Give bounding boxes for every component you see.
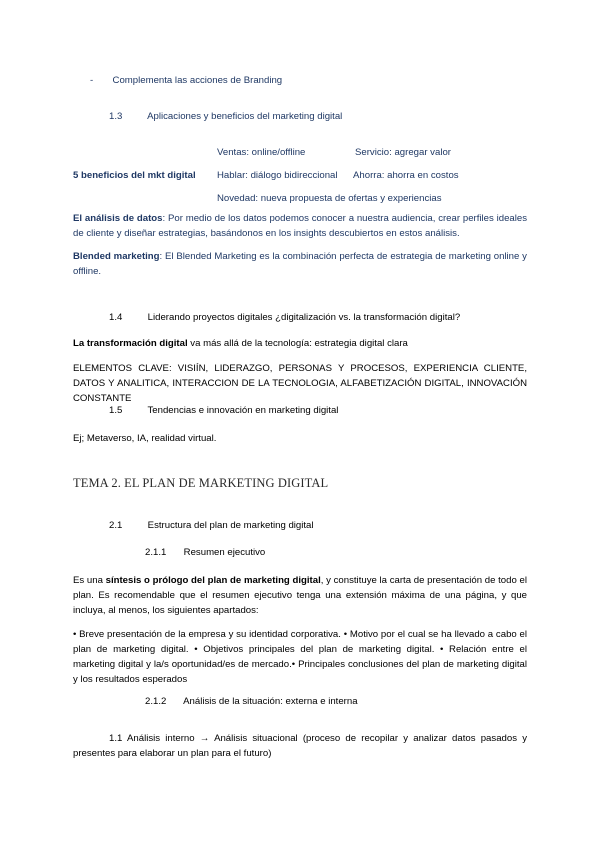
section-number: 1.3 [109, 111, 123, 122]
paragraph-ejemplos: Ej; Metaverso, IA, realidad virtual. [73, 433, 217, 444]
section-heading-1-4 [109, 311, 460, 324]
section-title: Resumen ejecutivo [183, 547, 266, 558]
section-number: 2.1 [109, 520, 123, 531]
paragraph-elementos-clave: ELEMENTOS CLAVE: VISIÍN, LIDERAZGO, PERSONAS Y PROCESOS, EXPERIENCIA CLIENTE, DATOS Y ANALITICA, INTERACCION DE LA TECNOLOGIA, ALFABETIZACIÓN DIGITAL, INNOVACIÓN CONSTANTE [73, 363, 527, 404]
text-transformacion: va más allá de la tecnología: estrategia digital clara [187, 338, 408, 349]
term-transformacion: La transformación digital [73, 338, 188, 349]
beneficios-label: 5 beneficios del mkt digital [73, 170, 196, 181]
paragraph-resumen [73, 573, 527, 618]
section-number: 1.4 [109, 312, 123, 323]
section-heading-2-1-2 [145, 695, 358, 708]
section-title: Estructura del plan de marketing digital [147, 520, 314, 531]
text-analisis-datos: : Por medio de los datos podemos conocer a nuestra audiencia, crear perfiles ideales de cliente y diseñar estrategias, basándonos en los insights descubiertos en estos análisis. [73, 213, 528, 239]
section-number: 1.5 [109, 405, 123, 416]
beneficio-novedad: Novedad: nueva propuesta de ofertas y experiencias [217, 193, 442, 204]
paragraph-blended [73, 249, 527, 279]
section-title: Liderando proyectos digitales ¿digitalización vs. la transformación digital? [147, 312, 461, 323]
paragraph-analisis-interno: 1.1 Análisis interno → Análisis situacional (proceso de recopilar y analizar datos pasados y presentes para elaborar un plan para el futuro) [73, 733, 527, 759]
section-number: 2.1.2 [145, 696, 167, 707]
paragraph-apartados: • Breve presentación de la empresa y su identidad corporativa. • Motivo por el cual se ha llevado a cabo el plan de marketing digital. • Objetivos principales del plan de marketing digital. • Relación entre el marketing digital y la/s oportunidad/es de mercado.• Principales conclusiones del plan de marketing digital y los resultados esperados [73, 629, 527, 685]
text-resumen-pre: Es una [73, 575, 106, 586]
section-heading-1-5 [109, 404, 338, 417]
section-heading-1-3 [109, 110, 342, 123]
beneficio-ventas: Ventas: online/offline [217, 147, 306, 158]
term-resumen: síntesis o prólogo del plan de marketing digital [105, 575, 321, 586]
bullet-marker: - [90, 75, 94, 86]
beneficio-hablar: Hablar: diálogo bidireccional [217, 170, 338, 181]
bullet-text: Complementa las acciones de Branding [112, 75, 283, 86]
section-number: 2.1.1 [145, 547, 167, 558]
text-blended: : El Blended Marketing es la combinación perfecta de estrategia de marketing online y offline. [73, 251, 527, 277]
paragraph-transformacion [73, 337, 408, 350]
chapter-title: TEMA 2. EL PLAN DE MARKETING DIGITAL [73, 476, 329, 490]
section-heading-2-1 [109, 519, 314, 532]
section-heading-2-1-1 [145, 546, 265, 559]
section-title: Análisis de la situación: externa e interna [183, 696, 358, 707]
text-resumen: , y constituye la carta de presentación de todo el plan. Es recomendable que el resumen ejecutivo tenga una extensión máxima de una página, y que incluya, al menos, los siguientes apartados: [73, 575, 527, 616]
section-title: Tendencias e innovación en marketing digital [147, 405, 339, 416]
term-blended: Blended marketing [73, 251, 160, 262]
beneficio-servicio: Servicio: agregar valor [355, 147, 451, 158]
bullet-item-branding [90, 74, 282, 87]
term-analisis-datos: El análisis de datos [73, 213, 163, 224]
section-title: Aplicaciones y beneficios del marketing digital [147, 111, 343, 122]
paragraph-analisis-datos [73, 211, 527, 241]
beneficio-ahorro: Ahorra: ahorra en costos [353, 170, 459, 181]
